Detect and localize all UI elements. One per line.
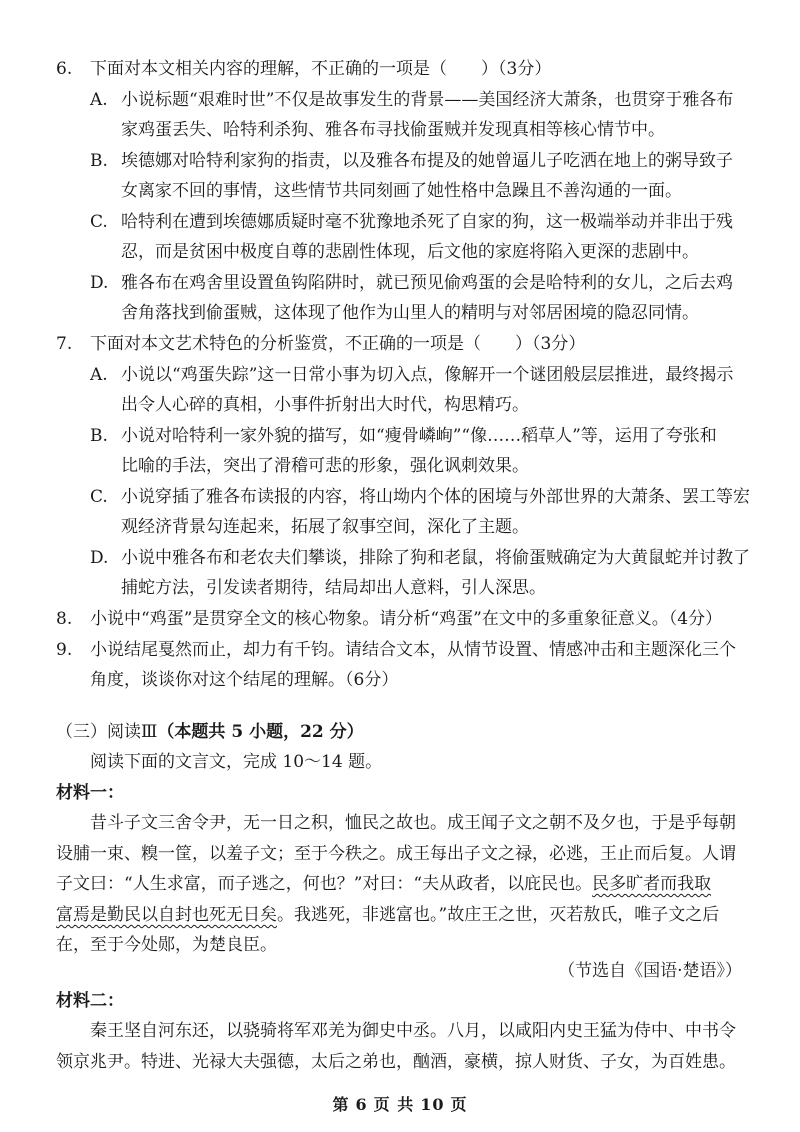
option-label: C.	[90, 212, 108, 232]
question-9-line2: 角度，谈谈你对这个结尾的理解。（6分）	[90, 670, 399, 690]
question-text: 下面对本文相关内容的理解，不正确的一项是（ ）（3分）	[90, 59, 552, 79]
question-number: 8.	[56, 609, 73, 629]
section-title: （三）阅读Ⅲ	[56, 722, 158, 742]
option-text: 小说穿插了雅各布读报的内容，将山坳内个体的困境与外部世界的大萧条、罢工等宏	[121, 487, 750, 507]
option-text: 埃德娜对哈特利家狗的指责，以及雅各布提及的她曾逼儿子吃洒在地上的粥导致子	[121, 151, 733, 171]
q7-option-c-line2: 观经济背景勾连起来，拓展了叙事空间，深化了主题。	[121, 517, 529, 537]
question-9-line1	[56, 639, 736, 661]
option-label: B.	[90, 426, 108, 446]
option-text: 哈特利在遭到埃德娜质疑时毫不犹豫地杀死了自家的狗，这一极端举动并非出于残	[121, 212, 733, 232]
q6-option-a-line2: 家鸡蛋丢失、哈特利杀狗、雅各布寻找偷蛋贼并发现真相等核心情节中。	[121, 120, 665, 140]
q6-option-c-line2: 忍，而是贫困中极度自尊的悲剧性体现，后文他的家庭将陷入更深的悲剧中。	[121, 242, 699, 262]
material-1-source: （节选自《国语·楚语》）	[558, 961, 742, 981]
text-span: 。我逃死，非逃富也。”故庄王之世，灭若敖氏，唯子文之后	[277, 905, 720, 925]
q6-option-c-line1	[90, 211, 733, 233]
question-7-stem	[56, 333, 585, 355]
question-6-stem	[56, 58, 551, 80]
underlined-passage: 民多旷者而我取	[592, 874, 712, 894]
option-label: B.	[90, 151, 108, 171]
footer-mid: 页 共	[373, 1095, 415, 1114]
material-1-line5: 在，至于今处郧，为楚良臣。	[56, 935, 277, 955]
section-intro: 阅读下面的文言文，完成 10～14 题。	[90, 752, 383, 772]
q7-option-b-line2: 比喻的手法，突出了滑稽可悲的形象，强化讽刺效果。	[121, 456, 529, 476]
question-text: 小说中“鸡蛋”是贯穿全文的核心物象。请分析“鸡蛋”在文中的多重象征意义。（4分）	[90, 609, 723, 629]
q6-option-b-line2: 女离家不回的事情，这些情节共同刻画了她性格中急躁且不善沟通的一面。	[121, 181, 682, 201]
option-text: 小说以“鸡蛋失踪”这一日常小事为切入点，像解开一个谜团般层层推进，最终揭示	[121, 365, 734, 385]
section-heading	[56, 721, 364, 743]
option-label: A.	[90, 90, 108, 110]
text-span: 子文曰：“人生求富，而子逃之，何也？”对曰：“夫从政者，以庇民也。	[56, 874, 593, 894]
option-label: D.	[90, 548, 109, 568]
material-1-label: 材料一：	[56, 783, 124, 803]
question-8	[56, 608, 722, 630]
q6-option-d-line1	[90, 272, 733, 294]
q7-option-a-line1	[90, 364, 733, 386]
page-footer	[0, 1092, 800, 1115]
question-text: 小说结尾戛然而止，却力有千钧。请结合文本，从情节设置、情感冲击和主题深化三个	[90, 640, 736, 660]
material-1-line1: 昔斗子文三舍令尹，无一日之积，恤民之故也。成王闻子文之朝不及夕也，于是乎每朝	[90, 813, 736, 833]
option-label: D.	[90, 273, 109, 293]
section-meta: （本题共 5 小题，22 分）	[157, 722, 364, 742]
q6-option-a-line1	[90, 89, 733, 111]
q7-option-c-line1	[90, 486, 750, 508]
q7-option-b-line1	[90, 425, 717, 447]
material-1-line3	[56, 873, 711, 895]
question-text: 下面对本文艺术特色的分析鉴赏，不正确的一项是（ ）（3分）	[90, 334, 586, 354]
q7-option-d-line2: 捕蛇方法，引发读者期待，结局却出人意料，引人深思。	[121, 578, 546, 598]
q6-option-d-line2: 舍角落找到偷蛋贼，这体现了他作为山里人的精明与对邻居困境的隐忍同情。	[121, 303, 699, 323]
material-1-line4	[56, 904, 719, 926]
material-2-line2: 领京兆尹。特进、光禄大夫强德，太后之弟也，酗酒，豪横，掠人财货、子女，为百姓患。	[56, 1052, 736, 1072]
option-text: 小说标题“艰难时世”不仅是故事发生的背景——美国经济大萧条，也贯穿于雅各布	[121, 90, 734, 110]
total-pages: 10	[420, 1095, 445, 1114]
option-label: C.	[90, 487, 108, 507]
footer-suffix: 页	[450, 1095, 468, 1114]
q7-option-a-line2: 出令人心碎的真相，小事件折射出大时代，构思精巧。	[121, 395, 529, 415]
material-2-label: 材料二：	[56, 991, 124, 1011]
option-text: 小说中雅各布和老农夫们攀谈，排除了狗和老鼠，将偷蛋贼确定为大黄鼠蛇并讨教了	[121, 548, 750, 568]
page-number: 6	[355, 1095, 368, 1114]
question-number: 9.	[56, 640, 73, 660]
question-number: 7.	[56, 334, 73, 354]
q6-option-b-line1	[90, 150, 733, 172]
q7-option-d-line1	[90, 547, 750, 569]
footer-prefix: 第	[332, 1095, 350, 1114]
underlined-passage: 富焉是勤民以自封也死无日矣	[56, 905, 277, 925]
option-text: 雅各布在鸡舍里设置鱼钩陷阱时，就已预见偷鸡蛋的会是哈特利的女儿，之后去鸡	[121, 273, 733, 293]
material-2-line1: 秦王坚自河东还，以骁骑将军邓羌为御史中丞。八月，以咸阳内史王猛为侍中、中书令	[90, 1021, 736, 1041]
option-label: A.	[90, 365, 108, 385]
material-1-line2: 设脯一束、糗一筐，以羞子文；至于今秩之。成王每出子文之禄，必逃，王止而后复。人谓	[56, 844, 736, 864]
option-text: 小说对哈特利一家外貌的描写，如“瘦骨嶙峋”“像……稻草人”等，运用了夸张和	[121, 426, 717, 446]
question-number: 6.	[56, 59, 73, 79]
